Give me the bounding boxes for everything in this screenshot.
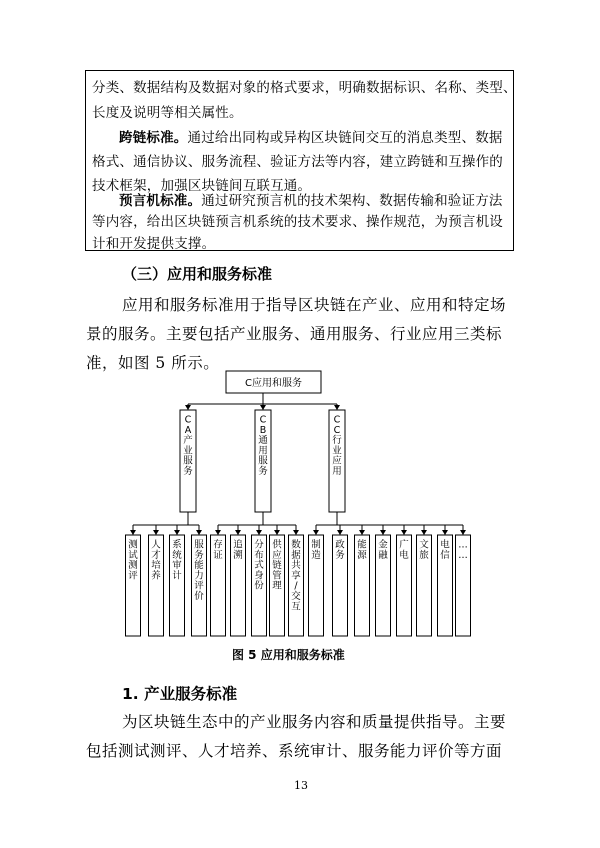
group-label: 用 xyxy=(332,466,342,477)
leaf-label: 供 xyxy=(272,539,282,551)
box-line: 计和开发提供支撑。 xyxy=(92,236,216,252)
leaf-label: 证 xyxy=(213,549,223,561)
leaf-label: 人 xyxy=(151,539,161,551)
group-label: 用 xyxy=(258,445,268,457)
leaf-label: 培 xyxy=(151,560,161,572)
leaf-label: 身 xyxy=(254,570,264,582)
leaf-label: … xyxy=(458,539,468,551)
intro-line: 准，如图 5 所示。 xyxy=(86,354,220,372)
page-number: 13 xyxy=(294,779,308,792)
leaf-label: 源 xyxy=(357,549,367,561)
leaf-label: 享 xyxy=(291,570,301,582)
group-label: A xyxy=(184,424,192,436)
figure-caption: 图 5 应用和服务标准 xyxy=(232,648,345,662)
group-label: 业 xyxy=(332,445,342,457)
arrow-head xyxy=(337,530,343,535)
arrow-head xyxy=(185,405,191,410)
group-label: C xyxy=(333,424,341,436)
arrow-head xyxy=(235,530,241,535)
arrow-head xyxy=(380,530,386,535)
leaf-label: 融 xyxy=(378,549,388,561)
leaf-label: 评 xyxy=(128,570,138,582)
leaf-label: 据 xyxy=(291,549,301,561)
group-label: 产 xyxy=(183,435,193,447)
group-label: 务 xyxy=(183,466,193,477)
intro-line: 景的服务。主要包括产业服务、通用服务、行业应用三类标 xyxy=(86,325,503,343)
leaf-label: 存 xyxy=(213,539,223,551)
crosschain-text: 通过给出同构或异构区块链间交互的消息类型、数据 xyxy=(187,130,503,146)
leaf-label: 才 xyxy=(151,549,161,561)
arrow-head xyxy=(153,530,159,535)
group-label: 行 xyxy=(332,435,342,447)
diagram-root-group xyxy=(126,371,471,636)
box-line: 技术框架，加强区块链间互联互通。 xyxy=(92,178,312,194)
leaf-label: 互 xyxy=(291,601,301,613)
group-label: 服 xyxy=(258,455,268,467)
group-label: B xyxy=(259,424,267,436)
leaf-label: 管 xyxy=(272,570,282,582)
arrow-head xyxy=(401,530,407,535)
leaf-label: 信 xyxy=(440,549,450,561)
group-label: C xyxy=(333,414,341,426)
crosschain-title: 跨链标准。 xyxy=(119,130,188,146)
arrow-head xyxy=(313,530,319,535)
arrow-head xyxy=(274,530,280,535)
arrow-head xyxy=(293,530,299,535)
arrow-head xyxy=(260,405,266,410)
leaf-label: 试 xyxy=(128,549,138,561)
leaf-label: 能 xyxy=(194,560,204,572)
box-line: 格式、通信协议、服务流程、验证方法等内容，建立跨链和互操作的 xyxy=(92,154,503,170)
leaf-label: 式 xyxy=(254,560,264,572)
arrow-head xyxy=(460,530,466,535)
group-label: 应 xyxy=(332,455,342,467)
leaf-label: 制 xyxy=(311,539,321,551)
leaf-label: 价 xyxy=(194,591,204,602)
leaf-label: 金 xyxy=(378,539,388,551)
oracle-text: 通过研究预言机的技术架构、数据传输和验证方法 xyxy=(201,193,503,209)
arrow-head xyxy=(130,530,136,535)
box-line: 等内容，给出区块链预言机系统的技术要求、操作规范，为预言机设 xyxy=(92,214,503,230)
group-label: 业 xyxy=(183,445,193,457)
arrow-head xyxy=(256,530,262,535)
root-label: C应用和服务 xyxy=(245,378,302,389)
arrow-head xyxy=(174,530,180,535)
leaf-label: 溯 xyxy=(233,549,243,561)
leaf-label: 力 xyxy=(194,570,204,582)
leaf-label: 政 xyxy=(335,539,345,551)
arrow-head xyxy=(334,405,340,410)
subsection-heading: 1. 产业服务标准 xyxy=(122,685,238,703)
leaf-label: 造 xyxy=(311,549,321,561)
leaf-label: 系 xyxy=(172,539,182,551)
closing-line: 包括测试测评、人才培养、系统审计、服务能力评价等方面 xyxy=(86,742,503,760)
arrow-head xyxy=(196,530,202,535)
group-label: 务 xyxy=(258,466,268,477)
leaf-label: 数 xyxy=(291,539,301,551)
leaf-label: 测 xyxy=(128,560,138,572)
leaf-label: 布 xyxy=(254,549,264,561)
leaf-label: 旅 xyxy=(419,549,429,561)
group-label: 通 xyxy=(258,435,268,447)
leaf-label: 分 xyxy=(254,539,264,551)
box-line: 分类、数据结构及数据对象的格式要求，明确数据标识、名称、类型、 xyxy=(92,80,517,96)
arrow-head xyxy=(421,530,427,535)
leaf-label: 服 xyxy=(194,539,204,551)
leaf-label: 份 xyxy=(254,580,264,592)
group-label: C xyxy=(184,414,192,426)
leaf-label: 追 xyxy=(233,539,243,551)
leaf-label: / xyxy=(294,580,298,592)
leaf-label: 理 xyxy=(272,580,282,592)
leaf-label: … xyxy=(458,549,468,561)
leaf-label: 审 xyxy=(172,560,182,572)
group-label: C xyxy=(259,414,267,426)
box-line: 长度及说明等相关属性。 xyxy=(92,105,243,121)
leaf-label: 交 xyxy=(291,591,301,602)
leaf-label: 务 xyxy=(335,549,345,561)
leaf-label: 评 xyxy=(194,580,204,592)
leaf-label: 务 xyxy=(194,549,204,561)
arrow-head xyxy=(359,530,365,535)
leaf-label: 统 xyxy=(172,549,182,561)
leaf-label: 养 xyxy=(151,570,161,582)
group-label: 服 xyxy=(183,455,193,467)
leaf-label: 链 xyxy=(272,560,282,572)
oracle-title: 预言机标准。 xyxy=(119,193,202,209)
arrow-head xyxy=(442,530,448,535)
intro-line: 应用和服务标准用于指导区块链在产业、应用和特定场 xyxy=(122,296,507,314)
closing-line: 为区块链生态中的产业服务内容和质量提供指导。主要 xyxy=(122,713,507,731)
leaf-label: 应 xyxy=(272,549,282,561)
arrow-head xyxy=(215,530,221,535)
leaf-label: 文 xyxy=(419,539,429,551)
leaf-label: 能 xyxy=(357,539,367,551)
section-heading: （三）应用和服务标准 xyxy=(122,265,273,283)
leaf-label: 计 xyxy=(172,570,182,582)
leaf-label: 广 xyxy=(399,539,409,551)
leaf-label: 共 xyxy=(291,560,301,572)
leaf-label: 电 xyxy=(399,549,409,561)
leaf-label: 测 xyxy=(128,539,138,551)
leaf-label: 电 xyxy=(440,539,450,551)
